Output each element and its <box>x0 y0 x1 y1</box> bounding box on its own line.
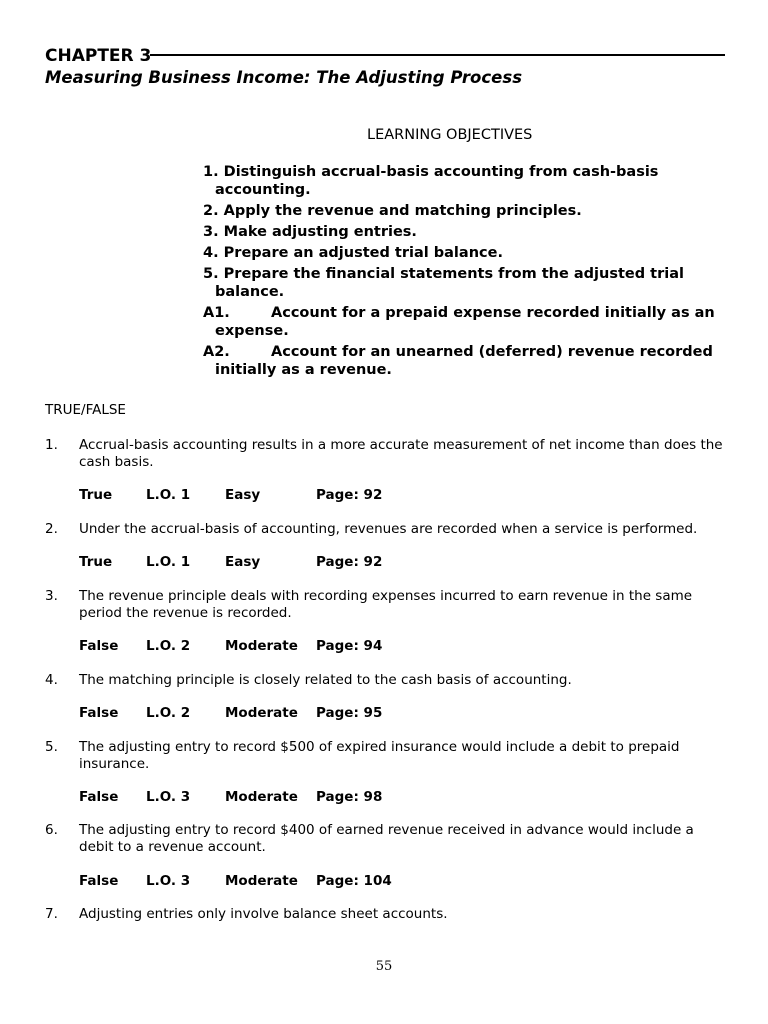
answer-difficulty: Easy <box>225 487 261 503</box>
question-number: 5. <box>45 739 58 755</box>
question-number: 4. <box>45 672 58 688</box>
objective-item: 1. Distinguish accrual-basis accounting from cash-basis accounting. <box>203 164 659 198</box>
answer-page: Page: 94 <box>316 638 383 654</box>
chapter-title: Measuring Business Income: The Adjusting Process <box>45 68 523 87</box>
answer-value: False <box>79 705 119 721</box>
question-item <box>45 437 725 471</box>
answer-difficulty: Moderate <box>225 638 298 654</box>
answer-difficulty: Moderate <box>225 705 298 721</box>
answer-page: Page: 104 <box>316 873 392 889</box>
question-text: Accrual-basis accounting results in a more accurate measurement of net income than does the cash basis. <box>79 437 723 470</box>
answer-difficulty: Moderate <box>225 873 298 889</box>
objective-item: 2. Apply the revenue and matching principles. <box>203 203 582 219</box>
objective-item: A2. Account for an unearned (deferred) revenue recorded initially as a revenue. <box>203 344 713 378</box>
question-text: The adjusting entry to record $500 of expired insurance would include a debit to prepaid insurance. <box>79 739 680 772</box>
learning-objectives-list <box>203 163 723 382</box>
answer-value: True <box>79 487 113 503</box>
answer-lo: L.O. 1 <box>146 554 191 570</box>
chapter-label: CHAPTER 3 <box>45 46 152 66</box>
answer-difficulty: Easy <box>225 554 261 570</box>
question-number: 1. <box>45 437 58 453</box>
answer-page: Page: 92 <box>316 487 383 503</box>
objective-item: A1. Account for a prepaid expense recorded initially as an expense. <box>203 305 715 339</box>
objective-item: 4. Prepare an adjusted trial balance. <box>203 245 503 261</box>
answer-value: True <box>79 554 113 570</box>
answer-value: False <box>79 638 119 654</box>
question-text: Under the accrual-basis of accounting, revenues are recorded when a service is performed. <box>79 521 698 537</box>
question-text: The revenue principle deals with recording expenses incurred to earn revenue in the same period the revenue is recorded. <box>79 588 693 621</box>
answer-page: Page: 92 <box>316 554 383 570</box>
question-text: The matching principle is closely related to the cash basis of accounting. <box>79 672 572 688</box>
objective-item: 5. Prepare the financial statements from the adjusted trial balance. <box>203 266 684 300</box>
page-number: 55 <box>375 959 393 974</box>
objective-item: 3. Make adjusting entries. <box>203 224 417 240</box>
question-number: 7. <box>45 906 58 922</box>
answer-value: False <box>79 873 119 889</box>
question-text: Adjusting entries only involve balance sheet accounts. <box>79 906 448 922</box>
question-number: 2. <box>45 521 58 537</box>
answer-lo: L.O. 3 <box>146 873 191 889</box>
true-false-heading: TRUE/FALSE <box>45 402 126 418</box>
learning-objectives-heading: LEARNING OBJECTIVES <box>367 127 533 143</box>
answer-value: False <box>79 789 119 805</box>
answer-page: Page: 98 <box>316 789 383 805</box>
question-item <box>45 588 725 622</box>
question-item <box>45 822 725 856</box>
question-item <box>45 521 725 538</box>
answer-difficulty: Moderate <box>225 789 298 805</box>
answer-page: Page: 95 <box>316 705 383 721</box>
answer-lo: L.O. 1 <box>146 487 191 503</box>
answer-lo: L.O. 3 <box>146 789 191 805</box>
chapter-rule <box>150 54 725 56</box>
answer-lo: L.O. 2 <box>146 638 191 654</box>
question-item <box>45 739 725 773</box>
answer-lo: L.O. 2 <box>146 705 191 721</box>
question-number: 3. <box>45 588 58 604</box>
question-item <box>45 906 725 923</box>
question-text: The adjusting entry to record $400 of earned revenue received in advance would include a debit to a revenue account. <box>79 822 694 855</box>
question-item <box>45 672 725 689</box>
question-number: 6. <box>45 822 58 838</box>
